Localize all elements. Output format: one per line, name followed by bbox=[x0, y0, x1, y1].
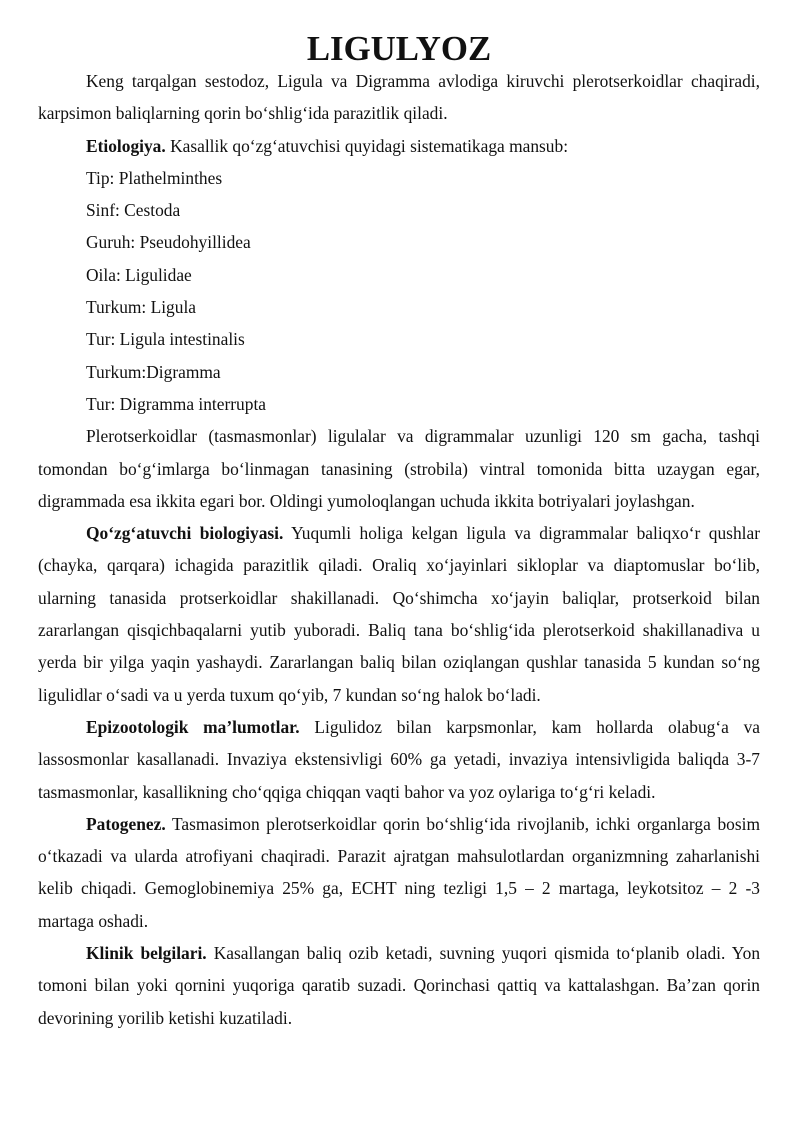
pathogenesis-text: Tasmasimon plerotserkoidlar qorin bo‘shlig‘ida rivojlanib, ichki organlarga bosim o‘tkazadi va ularda atrofiyani chaqiradi. Parazit ajratgan mahsulotlardan organizmning zaharlanishi kelib chiqadi. Gemoglobinemiya 25% ga, ECHT ning tezligi 1,5 – 2 martaga, leykotsitoz – 2 -3 martaga oshadi. bbox=[38, 813, 760, 931]
etiology-text: Kasallik qo‘zg‘atuvchisi quyidagi sistematikaga mansub: bbox=[165, 135, 569, 156]
taxonomy-list bbox=[38, 162, 760, 420]
etiology-heading: Etiologiya. bbox=[86, 135, 166, 156]
taxonomy-item: Sinf: Cestoda bbox=[86, 200, 181, 221]
taxonomy-item: Tip: Plathelminthes bbox=[86, 167, 223, 188]
epizootology-heading: Epizootologik ma’lumotlar. bbox=[86, 716, 300, 737]
etiology-paragraph bbox=[38, 130, 760, 162]
clinical-paragraph bbox=[38, 937, 760, 1034]
taxonomy-item: Tur: Ligula intestinalis bbox=[86, 329, 245, 350]
taxonomy-item: Guruh: Pseudohyillidea bbox=[86, 232, 251, 253]
biology-paragraph bbox=[38, 517, 760, 711]
morphology-paragraph: Plerotserkoidlar (tasmasmonlar) ligulalar va digrammalar uzunligi 120 sm gacha, tashqi tomondan bo‘g‘imlarga bo‘linmagan tanasining (strobila) vintral tomonida bitta uzaygan egar, digrammada esa ikkita egari bor. Oldingi yumoloqlangan uchuda ikkita botriyalari joylashgan. bbox=[38, 426, 760, 511]
taxonomy-item: Oila: Ligulidae bbox=[86, 264, 192, 285]
intro-paragraph: Keng tarqalgan sestodoz, Ligula va Digramma avlodiga kiruvchi plerotserkoidlar chaqiradi, karpsimon baliqlarning qorin bo‘shlig‘ida parazitlik qiladi. bbox=[38, 71, 760, 124]
clinical-heading: Klinik belgilari. bbox=[86, 943, 207, 964]
taxonomy-item: Turkum: Ligula bbox=[86, 297, 196, 318]
document-title: LIGULYOZ bbox=[306, 29, 492, 68]
epizootology-paragraph bbox=[38, 711, 760, 808]
epizootology-text: Ligulidoz bilan karpsmonlar, kam hollarda olabug‘a va lassosmonlar kasallanadi. Invaziya ekstensivligi 60% ga yetadi, invaziya intensivligida baliqda 3-7 tasmasmonlar, kasallikning cho‘qqiga chiqqan vaqti bahor va yoz oylariga to‘g‘ri keladi. bbox=[38, 716, 761, 802]
document-page bbox=[38, 29, 761, 1034]
taxonomy-item: Tur: Digramma interrupta bbox=[86, 393, 266, 414]
biology-heading: Qo‘zg‘atuvchi biologiyasi. bbox=[86, 523, 284, 544]
biology-text: Yuqumli holiga kelgan ligula va digrammalar baliqxo‘r qushlar (chayka, qarqara) ichagida parazitlik qiladi. Oraliq xo‘jayinlari sikloplar va diaptomuslar bo‘lib, ularning tanasida protserkoidlar shakillanadi. Qo‘shimcha xo‘jayin baliqlar, protserkoid bilan zararlangan qisqichbaqalarni yutib yuboradi. Baliq tana bo‘shlig‘ida plerotserkoid shakillanadiva u yerda bir yilga yaqin yashaydi. Zararlangan baliq bilan oziqlangan qushlar tanasida 5 kundan so‘ng ligulidlar o‘sadi va u yerda tuxum qo‘yib, 7 kundan so‘ng halok bo‘ladi. bbox=[38, 523, 760, 705]
taxonomy-item: Turkum:Digramma bbox=[86, 361, 221, 382]
pathogenesis-heading: Patogenez. bbox=[86, 813, 166, 834]
clinical-text: Kasallangan baliq ozib ketadi, suvning yuqori qismida to‘planib oladi. Yon tomoni bilan yoki qornini yuqoriga qaratib suzadi. Qorinchasi qattiq va kattalashgan. Ba’zan qorin devorining yorilib ketishi kuzatiladi. bbox=[38, 943, 761, 1028]
pathogenesis-paragraph bbox=[38, 808, 760, 937]
